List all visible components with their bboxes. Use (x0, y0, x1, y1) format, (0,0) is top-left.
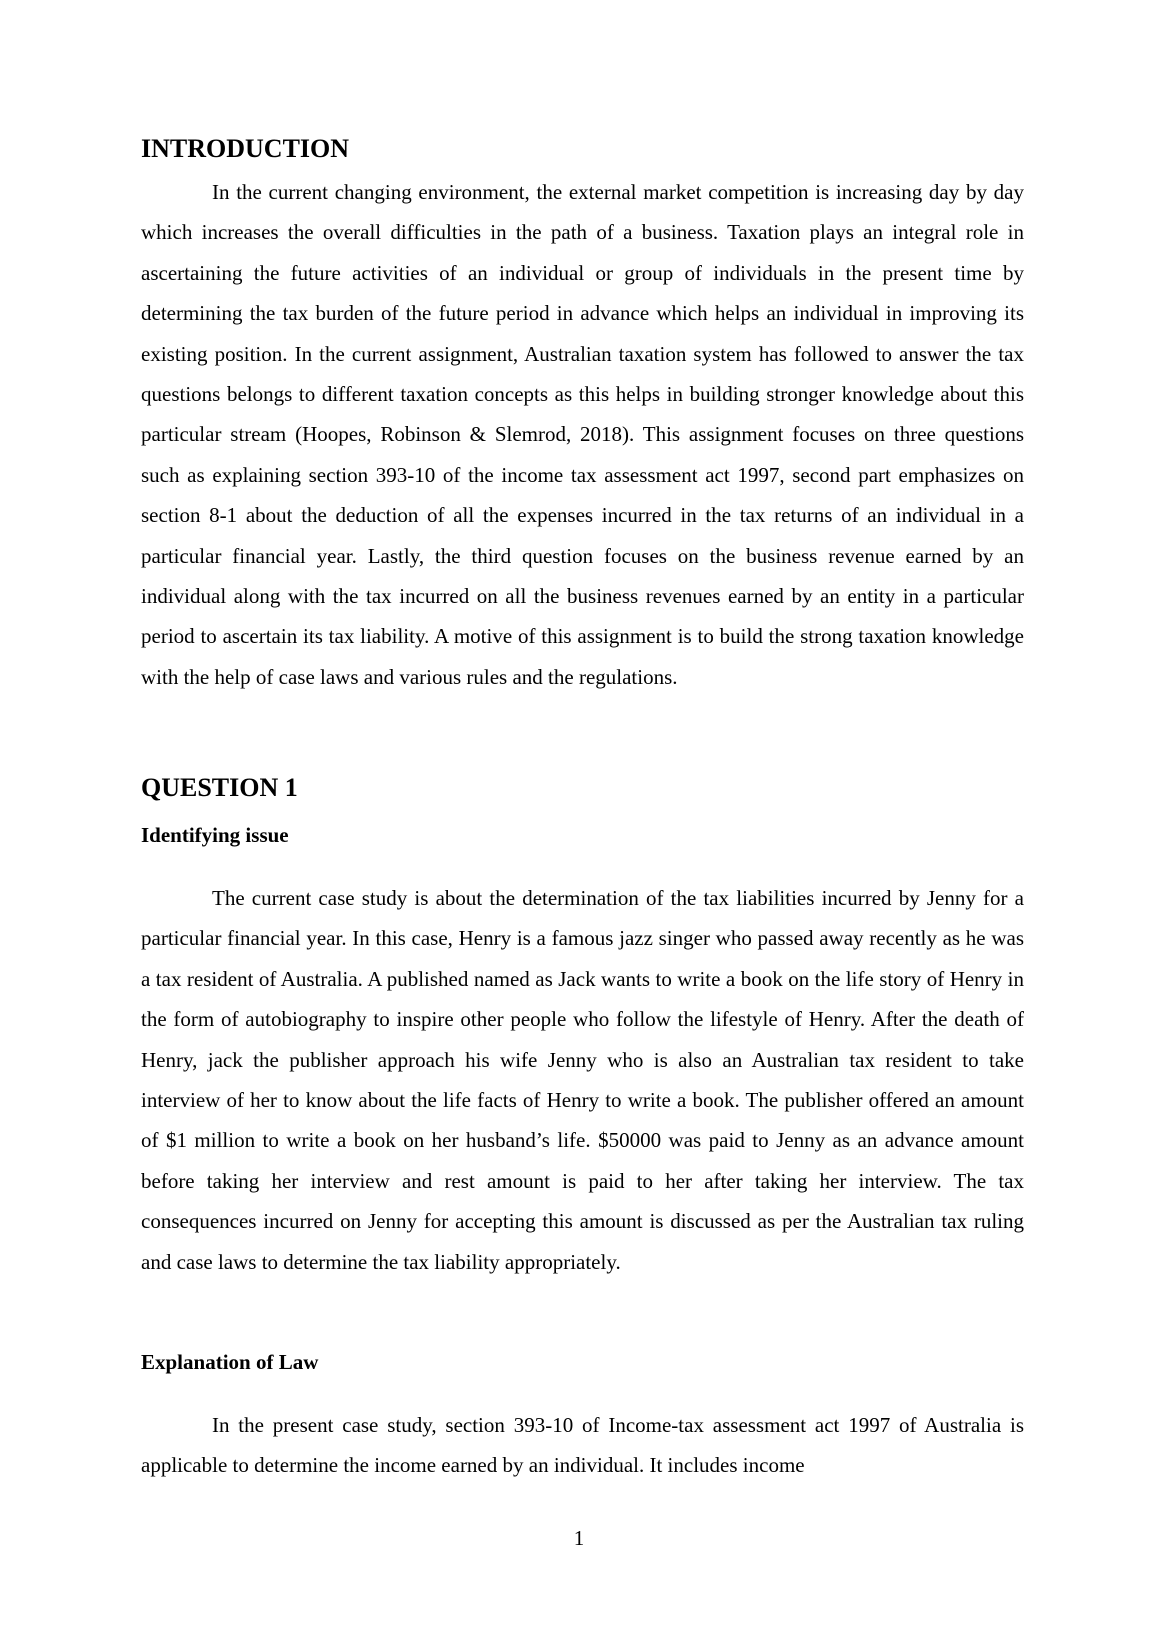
introduction-heading: INTRODUCTION (141, 134, 350, 163)
identifying-issue-paragraph: The current case study is about the determination of the tax liabilities incurred by Jenny for a particular financial year. In this case, Henry is a famous jazz singer who passed away recently as he was a tax resident of Australia. A published named as Jack wants to write a book on the life story of Henry in the form of autobiography to inspire other people who follow the lifestyle of Henry. After the death of Henry, jack the publisher approach his wife Jenny who is also an Australian tax resident to take interview of her to know about the life facts of Henry to write a book. The publisher offered an amount of $1 million to write a book on her husband’s life. $50000 was paid to Jenny as an advance amount before taking her interview and rest amount is paid to her after taking her interview. The tax consequences incurred on Jenny for accepting this amount is discussed as per the Australian tax ruling and case laws to determine the tax liability appropriately. (141, 886, 1024, 1274)
introduction-paragraph: In the current changing environment, the external market competition is increasing day by day which increases the overall difficulties in the path of a business. Taxation plays an integral role in ascertaining the future activities of an individual or group of individuals in the present time by determining the tax burden of the future period in advance which helps an individual in improving its existing position. In the current assignment, Australian taxation system has followed to answer the tax questions belongs to different taxation concepts as this helps in building stronger knowledge about this particular stream (Hoopes, Robinson & Slemrod, 2018). This assignment focuses on three questions such as explaining section 393-10 of the income tax assessment act 1997, second part emphasizes on section 8-1 about the deduction of all the expenses incurred in the tax returns of an individual in a particular financial year. Lastly, the third question focuses on the business revenue earned by an individual along with the tax incurred on all the business revenues earned by an entity in a particular period to ascertain its tax liability. A motive of this assignment is to build the strong taxation knowledge with the help of case laws and various rules and the regulations. (141, 180, 1024, 689)
question1-heading: QUESTION 1 (141, 773, 298, 802)
explanation-of-law-heading: Explanation of Law (141, 1350, 319, 1374)
explanation-of-law-paragraph: In the present case study, section 393-10 of Income-tax assessment act 1997 of Australia is applicable to determine the income earned by an individual. It includes income (141, 1413, 1024, 1478)
identifying-issue-heading: Identifying issue (141, 823, 289, 847)
page-number: 1 (573, 1526, 585, 1550)
